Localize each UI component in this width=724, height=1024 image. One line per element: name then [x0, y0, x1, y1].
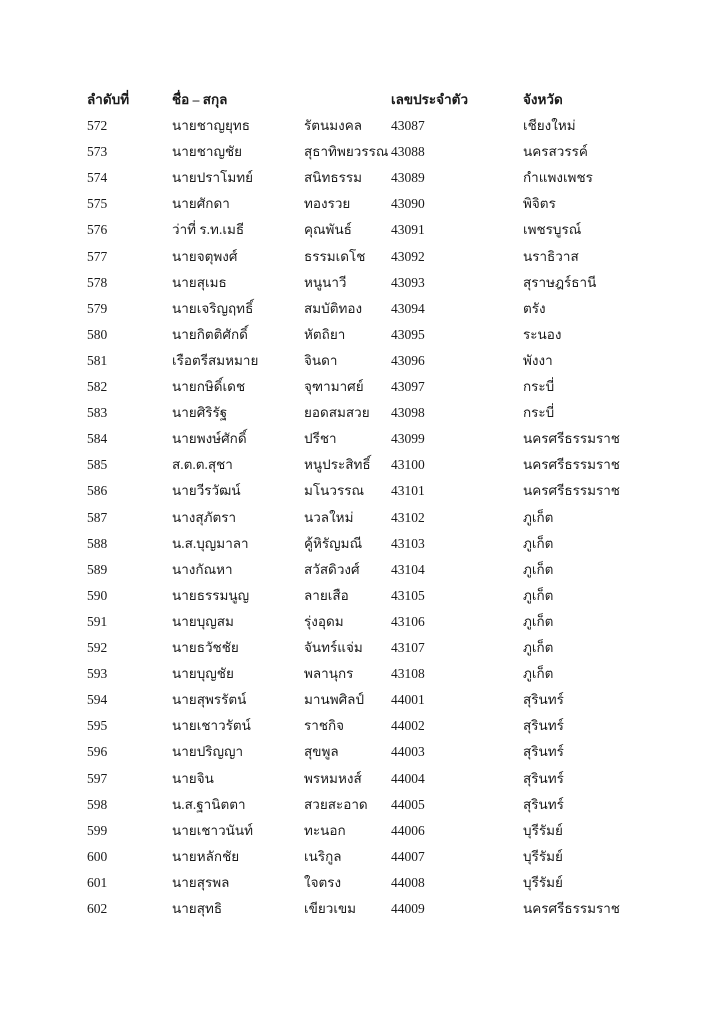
province: เพชรบูรณ์: [523, 222, 582, 238]
province: นครศรีธรรมราช: [523, 483, 620, 499]
last-name: หนูประสิทธิ์: [304, 457, 371, 473]
row-number: 580: [87, 326, 108, 342]
table-row: [0, 870, 724, 896]
first-name: นายสุรพล: [172, 874, 230, 890]
first-name: นายธวัชชัย: [172, 640, 239, 655]
id-number: 44004: [391, 770, 425, 786]
province: ตรัง: [523, 300, 546, 316]
first-name: ส.ต.ต.สุชา: [172, 457, 233, 473]
id-number: 43094: [391, 300, 425, 316]
row-number: 588: [87, 535, 108, 551]
province: ภูเก็ต: [523, 509, 554, 525]
first-name: นายสุทธิ: [172, 901, 223, 916]
first-name: นายเจริญฤทธิ์: [172, 300, 254, 316]
table-row: [0, 531, 724, 557]
last-name: สุธาทิพยวรรณ: [304, 144, 389, 160]
last-name: จันทร์แจ่ม: [304, 640, 363, 655]
id-number: 43092: [391, 248, 425, 264]
last-name: สนิทธรรม: [304, 170, 363, 186]
province: ภูเก็ต: [523, 666, 554, 682]
table-row: [0, 426, 724, 452]
last-name: ปรีชา: [304, 431, 337, 447]
last-name: สวยสะอาด: [304, 796, 368, 812]
table-row: [0, 609, 724, 635]
row-number: 576: [87, 222, 108, 238]
row-number: 601: [87, 874, 108, 890]
first-name: นายบุญสม: [172, 613, 234, 629]
last-name: สวัสดิวงศ์: [304, 561, 360, 577]
id-number: 43100: [391, 457, 425, 473]
header-no: ลำดับที่: [87, 92, 130, 107]
province: กระบี่: [523, 379, 555, 394]
last-name: สมบัติทอง: [304, 300, 363, 316]
first-name: ว่าที่ ร.ท.เมธี: [172, 222, 245, 238]
last-name: คู้หิรัญมณี: [304, 535, 363, 551]
row-number: 602: [87, 901, 108, 916]
table-row: [0, 713, 724, 739]
id-number: 43108: [391, 666, 425, 682]
table-row: [0, 400, 724, 426]
id-number: 44003: [391, 744, 425, 760]
last-name: หัตถิยา: [304, 326, 346, 342]
table-row: [0, 792, 724, 818]
last-name: ธรรมเดโช: [304, 248, 366, 264]
province: นครศรีธรรมราช: [523, 431, 620, 447]
row-number: 572: [87, 118, 108, 133]
id-number: 44001: [391, 692, 425, 708]
table-row: [0, 896, 724, 922]
province: สุรินทร์: [523, 796, 564, 812]
first-name: นายเชาวรัตน์: [172, 718, 251, 734]
first-name: นายเชาวนันท์: [172, 822, 254, 838]
table-row: [0, 217, 724, 243]
id-number: 43098: [391, 405, 425, 421]
table-row: [0, 661, 724, 687]
province: สุรินทร์: [523, 718, 564, 734]
first-name: นายชาญชัย: [172, 144, 243, 160]
header-name: ชื่อ – สกุล: [172, 92, 228, 107]
id-number: 43099: [391, 431, 425, 447]
first-name: เรือตรีสมหมาย: [172, 352, 259, 368]
first-name: นายกิตติศักดิ์: [172, 326, 248, 342]
table-row: [0, 296, 724, 322]
first-name: นายชาญยุทธ: [172, 118, 251, 133]
id-number: 43088: [391, 144, 425, 160]
last-name: ยอดสมสวย: [304, 405, 370, 421]
last-name: รุ่งอุดม: [304, 613, 344, 629]
first-name: นายกษิดิ์เดช: [172, 379, 246, 394]
first-name: นายบุญชัย: [172, 666, 234, 682]
id-number: 44002: [391, 718, 425, 734]
table-row: [0, 583, 724, 609]
id-number: 43096: [391, 352, 425, 368]
province: พิจิตร: [523, 196, 556, 212]
last-name: จุฑามาศย์: [304, 379, 364, 394]
id-number: 44007: [391, 848, 425, 864]
province: ภูเก็ต: [523, 587, 554, 603]
id-number: 44009: [391, 901, 425, 916]
table-row: [0, 557, 724, 583]
province: กำแพงเพชร: [523, 170, 593, 186]
last-name: ทองรวย: [304, 196, 351, 212]
province: กระบี่: [523, 405, 555, 421]
id-number: 43087: [391, 118, 425, 133]
row-number: 599: [87, 822, 108, 838]
last-name: มโนวรรณ: [304, 483, 364, 499]
first-name: น.ส.ฐานิตตา: [172, 796, 246, 812]
row-number: 597: [87, 770, 108, 786]
province: นครศรีธรรมราช: [523, 901, 620, 916]
id-number: 43101: [391, 483, 425, 499]
first-name: นายวีรวัฒน์: [172, 483, 241, 499]
table-row: [0, 270, 724, 296]
id-number: 43103: [391, 535, 425, 551]
row-number: 590: [87, 587, 108, 603]
row-number: 583: [87, 405, 108, 421]
province: พังงา: [523, 352, 553, 368]
id-number: 43093: [391, 274, 425, 290]
province: สุรินทร์: [523, 744, 564, 760]
row-number: 585: [87, 457, 108, 473]
table-row: [0, 687, 724, 713]
first-name: นายจิน: [172, 770, 214, 786]
table-row: [0, 113, 724, 139]
first-name: นายสุพรรัตน์: [172, 692, 247, 708]
province: บุรีรัมย์: [523, 822, 563, 838]
table-row: [0, 635, 724, 661]
table-row: [0, 374, 724, 400]
last-name: หนูนาวี: [304, 274, 347, 290]
province: ภูเก็ต: [523, 535, 554, 551]
table-row: [0, 818, 724, 844]
last-name: จินดา: [304, 352, 338, 368]
id-number: 43102: [391, 509, 425, 525]
row-number: 589: [87, 561, 108, 577]
first-name: น.ส.บุญมาลา: [172, 535, 249, 551]
province: นครสวรรค์: [523, 144, 588, 160]
province: บุรีรัมย์: [523, 874, 563, 890]
row-number: 592: [87, 640, 108, 655]
id-number: 43104: [391, 561, 425, 577]
table-row: [0, 139, 724, 165]
province: สุราษฎร์ธานี: [523, 274, 597, 290]
last-name: มานพศิลป์: [304, 692, 365, 708]
table-row: [0, 191, 724, 217]
row-number: 593: [87, 666, 108, 682]
row-number: 584: [87, 431, 108, 447]
province: นราธิวาส: [523, 248, 579, 264]
last-name: นวลใหม่: [304, 509, 354, 525]
last-name: พรหมหงส์: [304, 770, 362, 786]
first-name: นายหลักชัย: [172, 848, 240, 864]
table-row: [0, 165, 724, 191]
province: เชียงใหม่: [523, 118, 576, 133]
last-name: สุขพูล: [304, 744, 339, 760]
id-number: 44006: [391, 822, 425, 838]
id-number: 43090: [391, 196, 425, 212]
row-number: 577: [87, 248, 108, 264]
id-number: 44008: [391, 874, 425, 890]
province: ภูเก็ต: [523, 640, 554, 655]
row-number: 595: [87, 718, 108, 734]
table-header: [0, 87, 724, 113]
id-number: 44005: [391, 796, 425, 812]
first-name: นายจตุพงศ์: [172, 248, 238, 264]
province: นครศรีธรรมราช: [523, 457, 620, 473]
last-name: ลายเสือ: [304, 587, 349, 603]
province: ระนอง: [523, 326, 562, 342]
province: ภูเก็ต: [523, 613, 554, 629]
row-number: 594: [87, 692, 108, 708]
id-number: 43089: [391, 170, 425, 186]
row-number: 600: [87, 848, 108, 864]
table-row: [0, 478, 724, 504]
row-number: 587: [87, 509, 108, 525]
province: ภูเก็ต: [523, 561, 554, 577]
last-name: คุณพันธ์: [304, 222, 352, 238]
row-number: 591: [87, 613, 108, 629]
first-name: นางสุภัตรา: [172, 509, 237, 525]
id-number: 43105: [391, 587, 425, 603]
row-number: 598: [87, 796, 108, 812]
id-number: 43106: [391, 613, 425, 629]
header-province: จังหวัด: [523, 92, 563, 107]
last-name: พลานุกร: [304, 666, 354, 682]
first-name: นายปริญญา: [172, 744, 244, 760]
row-number: 586: [87, 483, 108, 499]
table-row: [0, 322, 724, 348]
row-number: 582: [87, 379, 108, 394]
id-number: 43095: [391, 326, 425, 342]
province: สุรินทร์: [523, 692, 564, 708]
last-name: รัตนมงคล: [304, 118, 363, 133]
first-name: นายศิริรัฐ: [172, 405, 228, 421]
id-number: 43097: [391, 379, 425, 394]
last-name: เนริกูล: [304, 848, 342, 864]
last-name: ทะนอก: [304, 822, 346, 838]
province: บุรีรัมย์: [523, 848, 563, 864]
id-number: 43107: [391, 640, 425, 655]
row-number: 578: [87, 274, 108, 290]
first-name: นายสุเมธ: [172, 274, 227, 290]
first-name: นายศักดา: [172, 196, 230, 212]
first-name: นายพงษ์ศักดิ์: [172, 431, 247, 447]
first-name: นายปราโมทย์: [172, 170, 254, 186]
row-number: 579: [87, 300, 108, 316]
last-name: เขียวเขม: [304, 901, 357, 916]
first-name: นายธรรมนูญ: [172, 587, 250, 603]
table-row: [0, 348, 724, 374]
province: สุรินทร์: [523, 770, 564, 786]
table-row: [0, 766, 724, 792]
first-name: นางกัณหา: [172, 561, 233, 577]
table-row: [0, 452, 724, 478]
header-id: เลขประจำตัว: [391, 92, 469, 107]
last-name: ใจตรง: [304, 874, 342, 890]
row-number: 575: [87, 196, 108, 212]
table-row: [0, 505, 724, 531]
row-number: 574: [87, 170, 108, 186]
table-row: [0, 739, 724, 765]
table-row: [0, 244, 724, 270]
id-number: 43091: [391, 222, 425, 238]
row-number: 581: [87, 352, 108, 368]
row-number: 596: [87, 744, 108, 760]
last-name: ราชกิจ: [304, 718, 345, 734]
row-number: 573: [87, 144, 108, 160]
table-row: [0, 844, 724, 870]
